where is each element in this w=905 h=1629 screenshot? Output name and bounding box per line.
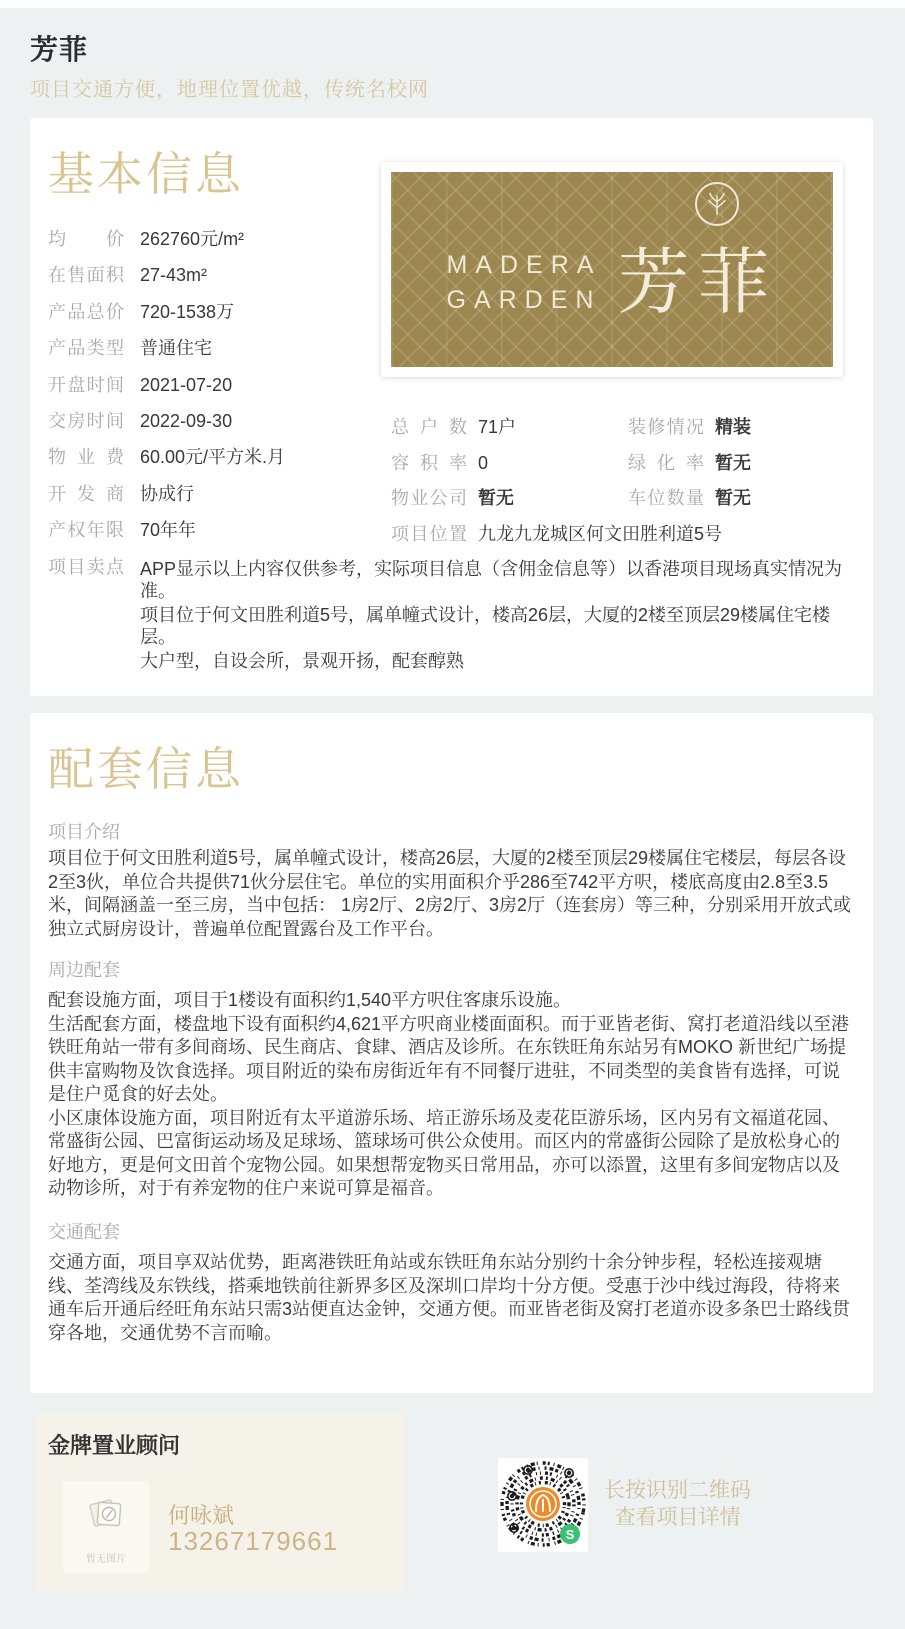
leaf-emblem-icon	[695, 182, 739, 226]
field-row-mgmt-fee	[48, 448, 378, 484]
field-label: 产品总价	[48, 301, 124, 322]
field-value: 普通住宅	[140, 338, 212, 359]
basic-info-title: 基本信息	[48, 148, 244, 200]
field-value: 720-1538万	[140, 301, 235, 322]
field-label: 车位数量	[628, 488, 704, 509]
field-value: 27-43m²	[140, 265, 208, 286]
field-label: 项目卖点	[48, 556, 124, 577]
amenities-title: 配套信息	[48, 743, 244, 795]
qr-code[interactable]	[498, 1458, 588, 1552]
field-label: 产权年限	[48, 520, 124, 541]
field-label: 在售面积	[48, 265, 124, 286]
field-label: 均价	[48, 229, 124, 249]
field-label: 容积率	[391, 452, 467, 473]
qr-caption-line1: 长按识别二维码	[604, 1479, 751, 1502]
project-logo-image	[381, 162, 843, 377]
field-row-selling-point	[48, 558, 858, 674]
field-row-total-price	[48, 303, 378, 339]
field-value: 暂无	[715, 488, 751, 509]
field-label: 开盘时间	[48, 374, 124, 395]
field-value: 60.00元/平方米.月	[140, 447, 286, 468]
agent-phone[interactable]: 13267179661	[168, 1526, 339, 1556]
status-strip	[0, 0, 905, 8]
field-label: 绿化率	[628, 452, 704, 473]
field-row-product-type	[48, 339, 378, 375]
field-row-open-date	[48, 376, 378, 412]
field-label: 物业公司	[391, 488, 467, 509]
selling-point-line: 大户型，自设会所，景观开扬，配套醇熟	[140, 650, 464, 671]
project-location-value: 九龙九龙城区何文田胜利道5号	[478, 524, 723, 545]
field-label: 开发商	[48, 483, 124, 504]
qr-caption	[590, 1477, 765, 1531]
surrounding-amenities-paragraphs	[48, 989, 856, 1201]
field-label: 产品类型	[48, 338, 124, 359]
paragraph: 配套设施方面，项目于1楼设有面积约1,540平方呎住客康乐设施。	[48, 990, 572, 1010]
field-value: 262760元/m²	[140, 229, 245, 249]
heading-surrounding-amenities: 周边配套	[48, 960, 120, 980]
field-row-developer	[48, 485, 378, 521]
basic-info-card	[30, 118, 873, 696]
page-title: 芳菲	[30, 34, 89, 65]
field-label: 总户数	[391, 417, 467, 437]
field-label: 项目位置	[391, 524, 467, 545]
selling-point-text	[140, 558, 858, 674]
selling-point-line: 项目位于何文田胜利道5号，属单幢式设计，楼高26层，大厦的2楼至顶层29楼属住宅楼层。	[140, 604, 831, 648]
paragraph: 生活配套方面，楼盘地下设有面积约4,621平方呎商业楼面面积。而于亚皆老街、窝打老道沿线以至港铁旺角站一带有多间商场、民生商店、食肆、酒店及诊所。在东铁旺角东站另有MOKO 新世纪广场提供丰富购物及饮食选择。项目附近的染布房街近年有不同餐厅进驻，不同类型的美食皆有选择，可说是住户觅食的好去处。	[48, 1013, 850, 1104]
qr-caption-line2: 查看项目详情	[614, 1506, 741, 1529]
field-label: 物业费	[48, 447, 124, 468]
consultant-panel	[35, 1413, 405, 1591]
field-row-avg-price	[48, 230, 378, 266]
wechat-icon: S	[565, 1527, 575, 1542]
paragraph: 小区康体设施方面，项目附近有太平道游乐场、培正游乐场及麦花臣游乐场，区内另有文福道花园、常盛街公园、巴富街运动场及足球场、篮球场可供公众使用。而区内的常盛街公园除了是放松身心的好地方，更是何文田首个宠物公园。如果想帮宠物买日常用品，亦可以添置，这里有多间宠物店以及动物诊所，对于有养宠物的住户来说可算是福音。	[48, 1107, 840, 1198]
heading-transport: 交通配套	[48, 1222, 120, 1242]
field-row-area	[48, 266, 378, 302]
field-value: 精装	[715, 417, 751, 437]
agent-name: 何咏斌	[168, 1503, 235, 1528]
field-row-tenure	[48, 521, 378, 557]
no-photo-label: 暂无图片	[86, 1554, 126, 1565]
brand-line-2: GARDEN	[446, 285, 602, 314]
brand-line-1: MADERA	[446, 250, 602, 279]
field-value: 协成行	[140, 483, 194, 504]
heading-project-intro: 项目介绍	[48, 822, 120, 842]
field-value: 2022-09-30	[140, 410, 233, 431]
project-intro-paragraph: 项目位于何文田胜利道5号，属单幢式设计，楼高26层，大厦的2楼至顶层29楼属住宅楼层，每层各设2至3伙，单位合共提供71伙分层住宅。单位的实用面积介乎286至742平方呎，楼底高度由2.8至3.5米，间隔涵盖一至三房，当中包括： 1房2厅、2房2厅、3房2厅（连套房）等三种，分别采用开放式或独立式厨房设计，普遍单位配置露台及工作平台。	[48, 848, 852, 939]
field-value: 0	[478, 452, 489, 473]
field-row-delivery-date	[48, 412, 378, 448]
field-value: 2021-07-20	[140, 374, 233, 395]
field-value: 暂无	[478, 488, 514, 509]
amenities-card	[30, 713, 873, 1393]
brand-name-cn: 芳菲	[617, 242, 778, 323]
project-logo-pattern	[391, 172, 833, 367]
photo-stack-icon	[84, 1495, 128, 1540]
agent-photo-placeholder	[63, 1481, 149, 1573]
field-label: 交房时间	[48, 410, 124, 431]
consultant-panel-title: 金牌置业顾问	[48, 1433, 181, 1458]
field-value: 71户	[478, 417, 517, 437]
transport-paragraph: 交通方面，项目享双站优势，距离港铁旺角站或东铁旺角东站分别约十余分钟步程，轻松连接观塘线、荃湾线及东铁线，搭乘地铁前往新界多区及深圳口岸均十分方便。受惠于沙中线过海段，待将来通车后开通后经旺角东站只需3站便直达金钟，交通方便。而亚皆老街及窝打老道亦设多条巴士路线贯穿各地，交通优势不言而喻。	[48, 1252, 851, 1343]
field-value: 70年年	[140, 520, 197, 541]
selling-point-line: APP显示以上内容仅供参考，实际项目信息（含佣金信息等）以香港项目现场真实情况为准。	[140, 558, 843, 602]
field-value: 暂无	[715, 452, 751, 473]
basic-info-right-grid	[391, 418, 859, 561]
brand-name-en	[447, 248, 602, 318]
field-label: 装修情况	[628, 417, 704, 437]
page-subtitle: 项目交通方便，地理位置优越，传统名校网	[30, 79, 429, 101]
